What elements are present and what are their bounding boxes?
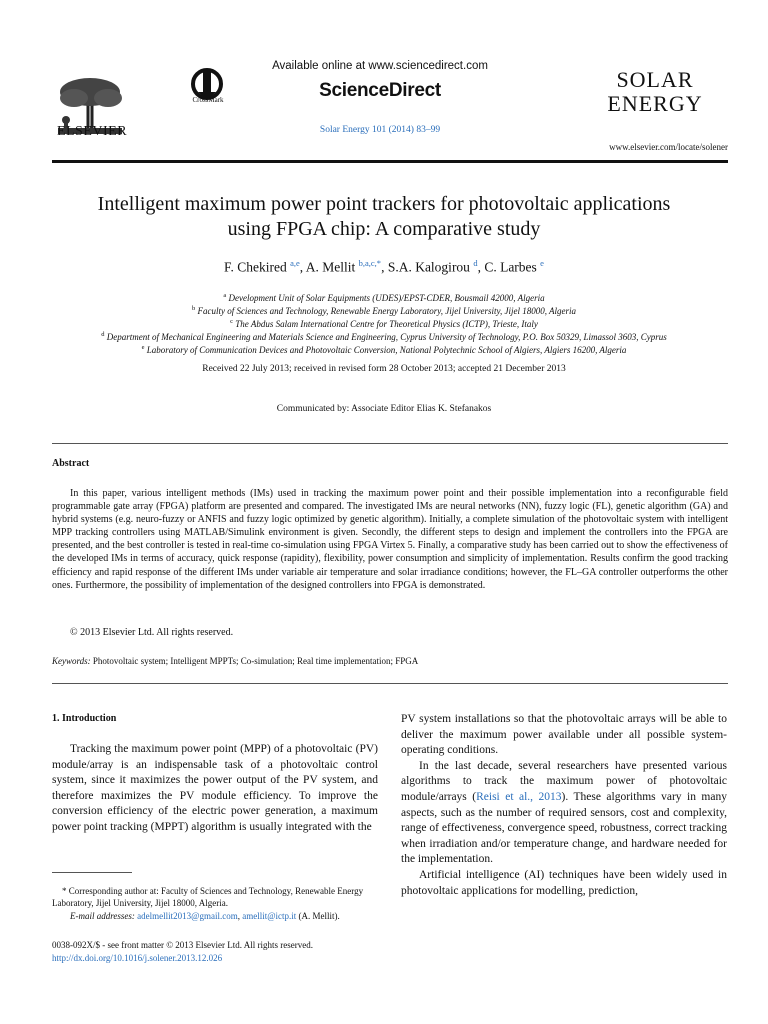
issn-line: 0038-092X/$ - see front matter © 2013 Elsevier Ltd. All rights reserved. [52, 940, 314, 950]
journal-title-line2: ENERGY [607, 91, 703, 116]
corresponding-author-footnote: * Corresponding author at: Faculty of Sciences and Technology, Renewable Energy Laboratory, Jijel University, Jijel 18000, Algeria. [52, 886, 364, 908]
article-title: Intelligent maximum power point trackers for photovoltaic applications using FPGA chip: A comparative study [97, 193, 671, 240]
journal-reference[interactable]: Solar Energy 101 (2014) 83–99 [319, 125, 441, 135]
email-label: E-mail addresses: [70, 911, 135, 921]
abstract-bottom-divider [52, 683, 728, 684]
received-dates: Received 22 July 2013; received in revised form 28 October 2013; accepted 21 December 2013 [202, 364, 566, 374]
keywords-list: Photovoltaic system; Intelligent MPPTs; Co-simulation; Real time implementation; FPGA [92, 656, 419, 666]
footnote-divider [52, 872, 132, 873]
author-affiliation-marker[interactable]: e [540, 258, 544, 268]
section-heading-introduction: 1. Introduction [52, 713, 117, 724]
abstract-top-divider [52, 443, 728, 444]
author-name: S.A. Kalogirou [387, 259, 470, 275]
email-link-1[interactable]: adelmellit2013@gmail.com [137, 911, 238, 921]
affiliation-text: Department of Mechanical Engineering and Materials Science and Engineering, Cyprus University of Technology, P.O. Box 50329, Limassol 3603, Cyprus [106, 332, 667, 342]
available-online-text[interactable]: Available online at www.sciencedirect.com [272, 60, 488, 72]
communicated-by: Communicated by: Associate Editor Elias K. Stefanakos [276, 404, 492, 414]
right-paragraph-3: Artificial intelligence (AI) techniques have been widely used in photovoltaic applications for modelling, prediction, [401, 868, 727, 897]
author-affiliation-marker[interactable]: b,a,c,* [358, 258, 382, 268]
abstract-body: In this paper, various intelligent methods (IMs) used in tracking the maximum power point and their possible implementation into a reconfigurable field programmable gate array (FPGA) platform are presented and compared. The investigated IMs are neural networks (NN), fuzzy logic (FL), genetic algorithm (GA) and hybrid systems (e.g. neuro-fuzzy or ANFIS and fuzzy logic optimized by genetic algorithm). Initially, a complete simulation of the photovoltaic system with intelligent MPP tracking controllers using MATLAB/Simulink environment is given. Secondly, the different steps to design and implement the controllers into the FPGA are presented, and the best controller is tested in real-time co-simulation using FPGA Virtex 5. Finally, a comparative study has been carried out to show the effectiveness of the developed IMs in terms of accuracy, quick response (rapidity), flexibility, power consumption and simplicity of implementation. Results confirm the good tracking efficiency and rapid response of the different IMs under variable air temperature and solar irradiance conditions; however, the FL–GA controller outperforms the other ones. Furthermore, the possibility of implementation of the designed controllers into FPGA is demonstrated. [52, 488, 728, 591]
affiliation-marker: e [141, 344, 145, 351]
affiliation-marker: c [230, 318, 233, 325]
affiliation-marker: d [101, 331, 105, 338]
author-name: F. Chekired [224, 259, 287, 275]
keywords [52, 656, 728, 666]
journal-title [580, 68, 730, 116]
author-affiliation-marker[interactable]: d [473, 258, 478, 268]
affiliation-line [30, 292, 738, 303]
author-name: A. Mellit [305, 259, 356, 275]
affiliation-line [30, 305, 738, 316]
publisher-name: ELSEVIER [56, 124, 128, 139]
abstract-heading: Abstract [52, 458, 90, 469]
sciencedirect-logo[interactable]: ScienceDirect [319, 80, 441, 101]
affiliation-text: The Abdus Salam International Centre for Theoretical Physics (ICTP), Trieste, Italy [235, 319, 538, 329]
affiliation-text: Development Unit of Solar Equipments (UDES)/EPST-CDER, Bousmail 42000, Algeria [228, 293, 545, 303]
affiliation-line [30, 331, 738, 342]
abstract-copyright: © 2013 Elsevier Ltd. All rights reserved. [70, 627, 234, 638]
header-divider [52, 160, 728, 163]
author-affiliation-marker[interactable]: a,e [290, 258, 300, 268]
left-column-paragraph: Tracking the maximum power point (MPP) of a photovoltaic (PV) module/array is an indispensable task of a photovoltaic control system, since it maximizes the power output of the PV system, and therefore maximizes the PV module efficiency. To improve the conversion efficiency of the electric power generation, a maximum power point tracking (MPPT) algorithm is usually integrated with the [52, 743, 378, 833]
keywords-label: Keywords: [52, 656, 91, 666]
email-footnote: E-mail addresses: adelmellit2013@gmail.com, amellit@ictp.it (A. Mellit). [70, 911, 340, 921]
right-paragraph-1: PV system installations so that the photovoltaic arrays will be able to deliver the maximum power available under all possible system-operating conditions. [401, 713, 727, 757]
affiliation-marker: a [223, 292, 227, 299]
right-paragraph-2 [401, 759, 727, 868]
email-link-2[interactable]: amellit@ictp.it [242, 911, 297, 921]
author-name: C. Larbes [484, 259, 537, 275]
affiliation-text: Laboratory of Communication Devices and Photovoltaic Conversion, National Polytechnic School of Algiers, Algiers 16200, Algeria [146, 345, 627, 355]
journal-title-line1: SOLAR [616, 67, 694, 92]
crossmark-label: CrossMark [192, 96, 224, 104]
affiliation-text: Faculty of Sciences and Technology, Renewable Energy Laboratory, Jijel University, Jijel 18000, Algeria [197, 306, 577, 316]
email-suffix: (A. Mellit). [298, 911, 340, 921]
right-paragraph-2-text-b: ). These algorithms vary in many aspects, such as the number of required sensors, cost and complexity, range of effectiveness, convergence speed, robustness, correct tracking when irradiation and/or temperature change, and hardware needed for the implementation. [401, 790, 727, 866]
journal-url[interactable]: www.elsevier.com/locate/solener [609, 142, 728, 152]
affiliation-line [30, 318, 738, 329]
right-paragraph-2-text-a: In the last decade, several researchers have presented various algorithms to track the maximum power of photovoltaic module/arrays ( [401, 759, 727, 803]
author-separator: , [381, 259, 388, 275]
right-column [401, 712, 727, 899]
affiliation-line [30, 344, 738, 355]
doi-link[interactable]: http://dx.doi.org/10.1016/j.solener.2013.12.026 [52, 953, 223, 963]
author-list [80, 258, 688, 276]
affiliation-marker: b [191, 305, 196, 312]
citation-link[interactable]: Reisi et al., 2013 [476, 790, 562, 803]
author-separator: , [299, 259, 306, 275]
author-separator: , [477, 259, 485, 275]
